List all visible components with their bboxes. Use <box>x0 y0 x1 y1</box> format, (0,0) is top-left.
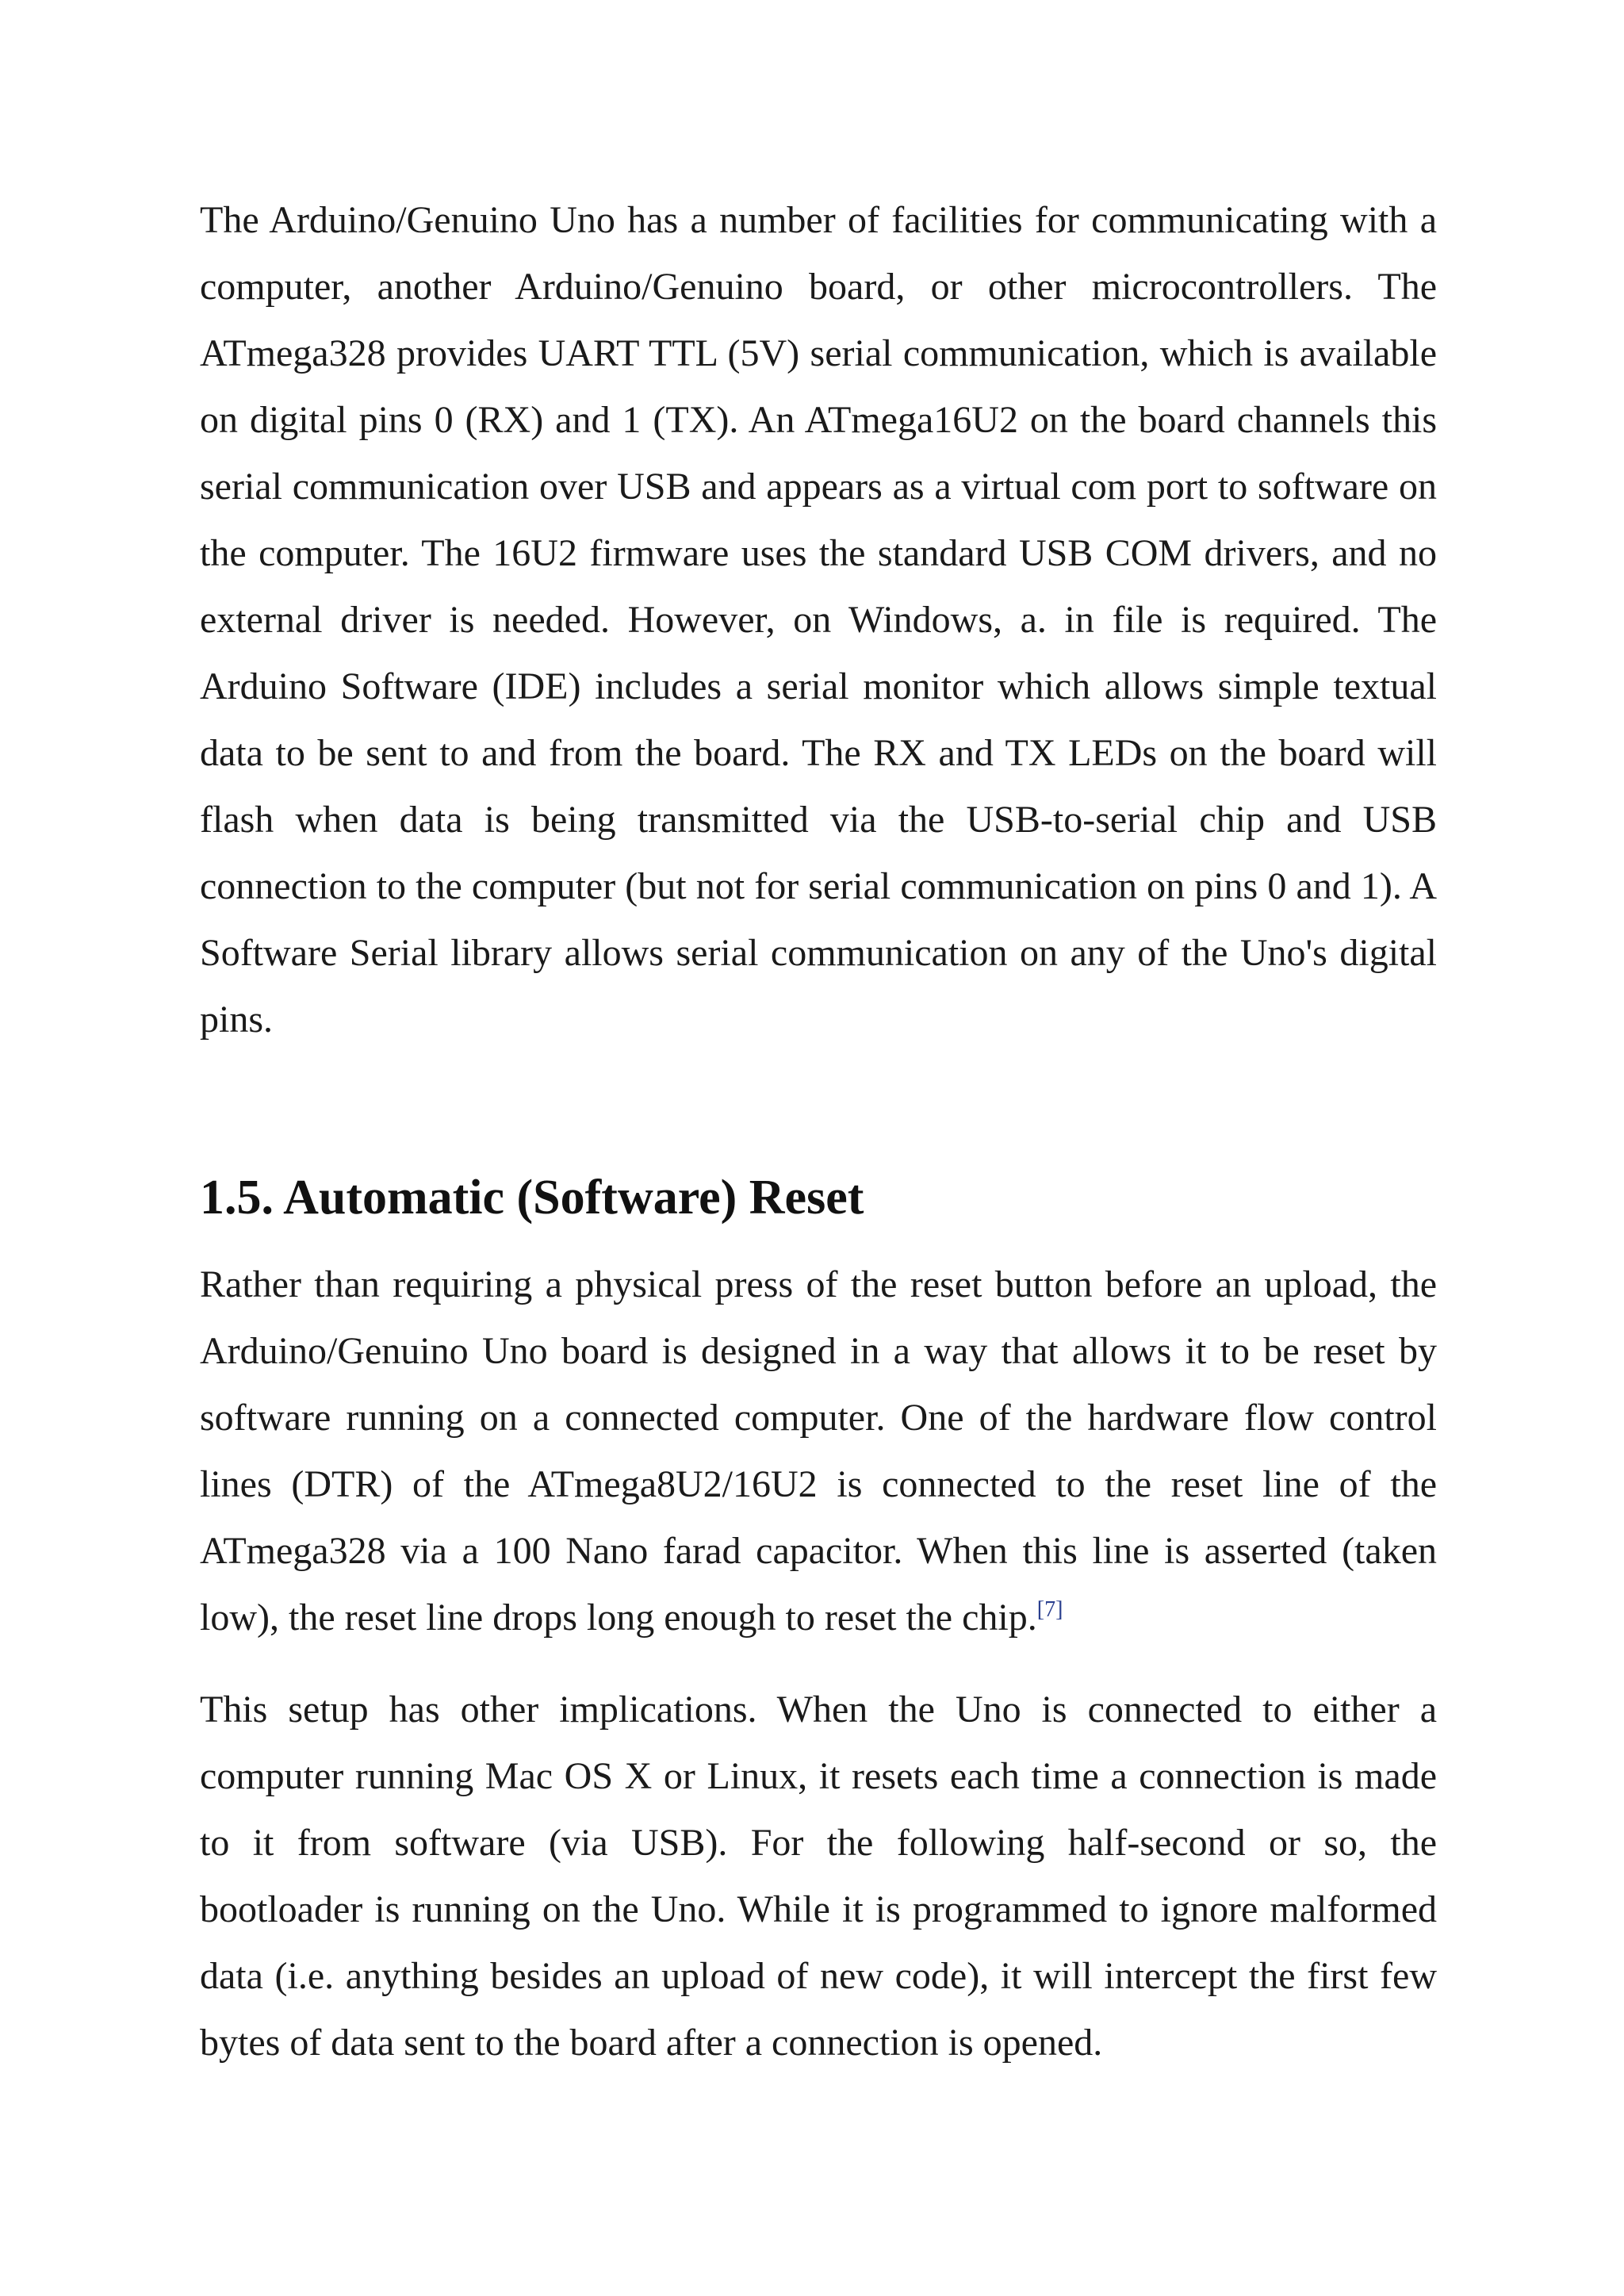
reset-description-text: Rather than requiring a physical press of the reset button before an upload, the Arduino/Genuino Uno board is designed in a way that allows it to be reset by software running on a connected computer. One of the hardware flow control lines (DTR) of the ATmega8U2/16U2 is connected to the reset line of the ATmega328 via a 100 Nano farad capacitor. When this line is asserted (taken low), the reset line drops long enough to reset the chip. <box>200 1263 1437 1639</box>
body-paragraph-serial-communication: The Arduino/Genuino Uno has a number of facilities for communicating with a computer, another Arduino/Genuino board, or other microcontrollers. The ATmega328 provides UART TTL (5V) serial communication, which is available on digital pins 0 (RX) and 1 (TX). An ATmega16U2 on the board channels this serial communication over USB and appears as a virtual com port to software on the computer. The 16U2 firmware uses the standard USB COM drivers, and no external driver is needed. However, on Windows, a. in file is required. The Arduino Software (IDE) includes a serial monitor which allows simple textual data to be sent to and from the board. The RX and TX LEDs on the board will flash when data is being transmitted via the USB-to-serial chip and USB connection to the computer (but not for serial communication on pins 0 and 1). A Software Serial library allows serial communication on any of the Uno's digital pins. <box>200 199 1437 1041</box>
body-paragraph-reset-description <box>200 1251 1437 1651</box>
section-heading-automatic-reset: 1.5. Automatic (Software) Reset <box>200 1171 864 1225</box>
body-paragraph-setup-implications: This setup has other implications. When the Uno is connected to either a computer running Mac OS X or Linux, it resets each time a connection is made to it from software (via USB). For the following half-second or so, the bootloader is running on the Uno. While it is programmed to ignore malformed data (i.e. anything besides an upload of new code), it will intercept the first few bytes of data sent to the board after a connection is opened. <box>200 1688 1437 2064</box>
citation-link[interactable]: [7] <box>1036 1597 1063 1622</box>
